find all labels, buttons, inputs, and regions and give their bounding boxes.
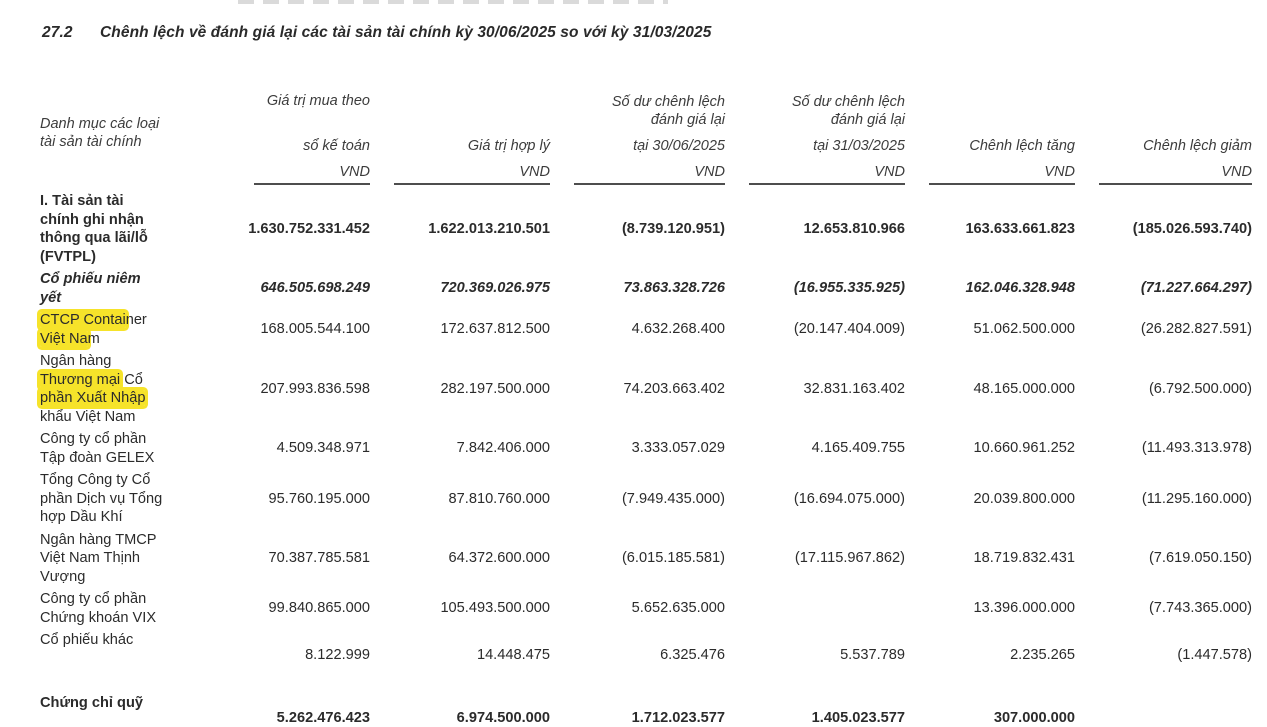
header-line: sổ kế toán — [303, 138, 370, 154]
label-text: khẩu Việt Nam — [40, 408, 136, 425]
cell-value: 32.831.163.402 — [803, 380, 905, 397]
cell-value: (1.447.578) — [1177, 647, 1252, 663]
cell-value: (16.955.335.925) — [793, 280, 905, 297]
table-row — [40, 428, 1252, 469]
table-row — [40, 185, 1252, 268]
table-row — [40, 529, 1252, 589]
cell-value: (11.493.313.978) — [1141, 440, 1252, 457]
cell-value: 95.760.195.000 — [268, 490, 370, 507]
row-label-line — [40, 471, 230, 490]
row-label-line — [40, 609, 230, 628]
section-number: 27.2 — [42, 24, 73, 41]
table-header — [40, 73, 1252, 185]
row-label-line — [40, 531, 230, 550]
header-line: tài sản tài chính — [40, 134, 142, 150]
cell-value: 646.505.698.249 — [260, 280, 370, 297]
label-text: ner — [125, 312, 147, 328]
cell-value: 5.652.635.000 — [631, 600, 725, 617]
cell-value: (71.227.664.297) — [1140, 280, 1252, 297]
table-row — [40, 692, 1252, 727]
row-label — [40, 529, 230, 589]
row-label-line — [40, 631, 230, 650]
label-text: Cổ phiếu niêm — [40, 271, 141, 287]
unit-label: VND — [574, 163, 725, 185]
label-text: m — [87, 330, 100, 347]
label-text: chính ghi nhận — [40, 211, 144, 228]
col-header-category — [40, 73, 230, 185]
col-header-increase — [905, 73, 1075, 185]
row-label-line — [40, 311, 230, 330]
cell-value: (26.282.827.591) — [1140, 321, 1252, 338]
cell-value: (6.792.500.000) — [1148, 380, 1252, 397]
label-text: Chứng chỉ quỹ — [40, 695, 143, 711]
clipped-text-remnant — [238, 0, 668, 4]
cell-value: 5.262.476.423 — [276, 710, 370, 726]
header-line: Giá trị hợp lý — [467, 138, 550, 154]
header-line: đánh giá lại — [830, 112, 905, 128]
row-label-line — [40, 192, 230, 211]
cell-value: (7.619.050.150) — [1148, 550, 1252, 566]
unit-label: VND — [254, 163, 370, 185]
cell-value: (11.295.160.000) — [1141, 490, 1252, 507]
header-line: đánh giá lại — [650, 112, 725, 128]
row-label — [40, 428, 230, 469]
label-text: yết — [40, 289, 62, 306]
row-label-line — [40, 449, 230, 468]
cell-value: 105.493.500.000 — [440, 600, 550, 617]
label-text: I. Tài sản tài — [40, 193, 124, 209]
label-text: Cổ — [120, 371, 143, 388]
label-text: hợp Dầu Khí — [40, 509, 123, 525]
row-label-line — [40, 549, 230, 568]
label-text: Tổng Công ty Cổ — [40, 472, 151, 488]
cell-value: 2.235.265 — [1010, 647, 1075, 663]
cell-value: (16.694.075.000) — [793, 490, 905, 507]
cell-value: 4.509.348.971 — [276, 440, 370, 457]
cell-value: 163.633.661.823 — [965, 220, 1075, 237]
cell-value: (7.949.435.000) — [621, 490, 725, 507]
cell-value: 3.333.057.029 — [631, 440, 725, 457]
cell-value: 720.369.026.975 — [440, 280, 550, 297]
highlight-mark: Thương mại — [40, 371, 121, 388]
cell-value: 13.396.000.000 — [973, 600, 1075, 617]
row-label — [40, 268, 230, 309]
col-header-fair-value — [370, 73, 550, 185]
label-text: Công ty cổ phần — [40, 431, 147, 447]
row-label — [40, 469, 230, 529]
header-line: tại 31/03/2025 — [813, 138, 905, 154]
header-line: Giá trị mua theo — [266, 93, 370, 109]
header-line: Số dư chênh lệch — [791, 94, 905, 110]
cell-value: 99.840.865.000 — [268, 600, 370, 617]
highlight-mark: CTCP Contai — [40, 312, 126, 328]
header-line: Chênh lệch giảm — [1143, 138, 1252, 154]
cell-value: 51.062.500.000 — [973, 321, 1075, 338]
table-row — [40, 309, 1252, 350]
row-label-line — [40, 408, 230, 427]
header-row — [40, 73, 1252, 185]
row-label — [40, 350, 230, 428]
row-label-line — [40, 371, 230, 390]
row-label-line — [40, 289, 230, 308]
unit-label: VND — [1099, 163, 1252, 185]
section-title: Chênh lệch về đánh giá lại các tài sản tài chính kỳ 30/06/2025 so với kỳ 31/03/2025 — [100, 24, 712, 41]
row-label-line — [40, 211, 230, 230]
cell-value: 6.974.500.000 — [456, 710, 550, 726]
row-label — [40, 185, 230, 268]
label-text: Ngân hàng — [40, 353, 112, 369]
row-label-line — [40, 389, 230, 408]
row-label-line — [40, 694, 230, 713]
row-label-line — [40, 352, 230, 371]
cell-value: (6.015.185.581) — [621, 550, 725, 566]
row-label-line — [40, 248, 230, 267]
label-text: phần Dịch vụ Tổng — [40, 490, 163, 507]
cell-value: 48.165.000.000 — [973, 380, 1075, 397]
cell-value: 10.660.961.252 — [973, 440, 1075, 457]
table-row — [40, 350, 1252, 428]
header-line: Chênh lệch tăng — [969, 138, 1075, 154]
label-text: Chứng khoán VIX — [40, 609, 157, 626]
cell-value: 4.632.268.400 — [631, 321, 725, 338]
cell-value — [1075, 692, 1252, 727]
cell-value: 7.842.406.000 — [456, 440, 550, 457]
cell-value: 18.719.832.431 — [973, 550, 1075, 566]
row-label — [40, 692, 230, 727]
cell-value: 168.005.544.100 — [260, 321, 370, 338]
label-text: Ngân hàng TMCP — [40, 531, 157, 548]
label-text: Công ty cổ phần — [40, 591, 147, 607]
label-text: Tập đoàn GELEX — [40, 449, 155, 466]
table-body — [40, 185, 1252, 727]
row-label-line — [40, 430, 230, 449]
col-header-revaluation-31-03-2025 — [725, 73, 905, 185]
cell-value: 6.325.476 — [660, 647, 725, 663]
cell-value: (8.739.120.951) — [621, 220, 725, 237]
row-label-line — [40, 229, 230, 248]
cell-value: 172.637.812.500 — [440, 321, 550, 338]
row-label-line — [40, 490, 230, 509]
cell-value: 20.039.800.000 — [973, 490, 1075, 507]
cell-value: 64.372.600.000 — [448, 550, 550, 566]
table-row — [40, 469, 1252, 529]
row-label-line — [40, 330, 230, 349]
cell-value: (7.743.365.000) — [1148, 600, 1252, 617]
cell-value: 74.203.663.402 — [623, 380, 725, 397]
cell-value: 5.537.789 — [840, 647, 905, 663]
label-text: (FVTPL) — [40, 248, 96, 265]
unit-label: VND — [929, 163, 1075, 185]
cell-value: 1.405.023.577 — [811, 710, 905, 726]
row-label — [40, 309, 230, 350]
table-row — [40, 629, 1252, 692]
cell-value: (17.115.967.862) — [794, 550, 905, 566]
cell-value: 1.630.752.331.452 — [248, 220, 370, 237]
unit-label: VND — [394, 163, 550, 185]
row-label — [40, 629, 230, 692]
cell-value — [725, 588, 905, 629]
table-row — [40, 588, 1252, 629]
cell-value: 73.863.328.726 — [623, 280, 725, 297]
highlight-mark: phần Xuất Nhập — [40, 390, 146, 406]
cell-value: 14.448.475 — [476, 647, 550, 663]
cell-value: (185.026.593.740) — [1132, 220, 1252, 237]
cell-value: 12.653.810.966 — [803, 220, 905, 237]
header-line: Số dư chênh lệch — [611, 94, 725, 110]
table-row — [40, 268, 1252, 309]
row-label-line — [40, 590, 230, 609]
col-header-decrease — [1075, 73, 1252, 185]
cell-value: 307.000.000 — [993, 710, 1075, 726]
financial-table — [40, 73, 1252, 727]
cell-value: 70.387.785.581 — [268, 550, 370, 566]
label-text: thông qua lãi/lỗ — [40, 230, 148, 246]
cell-value: 8.122.999 — [305, 647, 370, 663]
section-heading — [42, 24, 711, 42]
col-header-book-value — [230, 73, 370, 185]
unit-label: VND — [749, 163, 905, 185]
highlight-mark: Việt Na — [40, 330, 88, 347]
label-text: Cổ phiếu khác — [40, 632, 134, 648]
row-label — [40, 588, 230, 629]
cell-value: 162.046.328.948 — [965, 280, 1075, 297]
cell-value: 282.197.500.000 — [440, 380, 550, 397]
cell-value: 87.810.760.000 — [448, 490, 550, 507]
label-text: Việt Nam Thịnh — [40, 550, 141, 566]
cell-value: 1.622.013.210.501 — [428, 220, 550, 237]
col-header-revaluation-30-06-2025 — [550, 73, 725, 185]
cell-value: 207.993.836.598 — [260, 380, 370, 397]
cell-value: 4.165.409.755 — [811, 440, 905, 457]
cell-value: 1.712.023.577 — [631, 710, 725, 726]
cell-value: (20.147.404.009) — [793, 321, 905, 338]
row-label-line — [40, 270, 230, 289]
header-line: tại 30/06/2025 — [633, 138, 725, 154]
header-line: Danh mục các loại — [40, 116, 160, 132]
label-text: Vượng — [40, 568, 86, 585]
row-label-line — [40, 508, 230, 527]
row-label-line — [40, 568, 230, 587]
